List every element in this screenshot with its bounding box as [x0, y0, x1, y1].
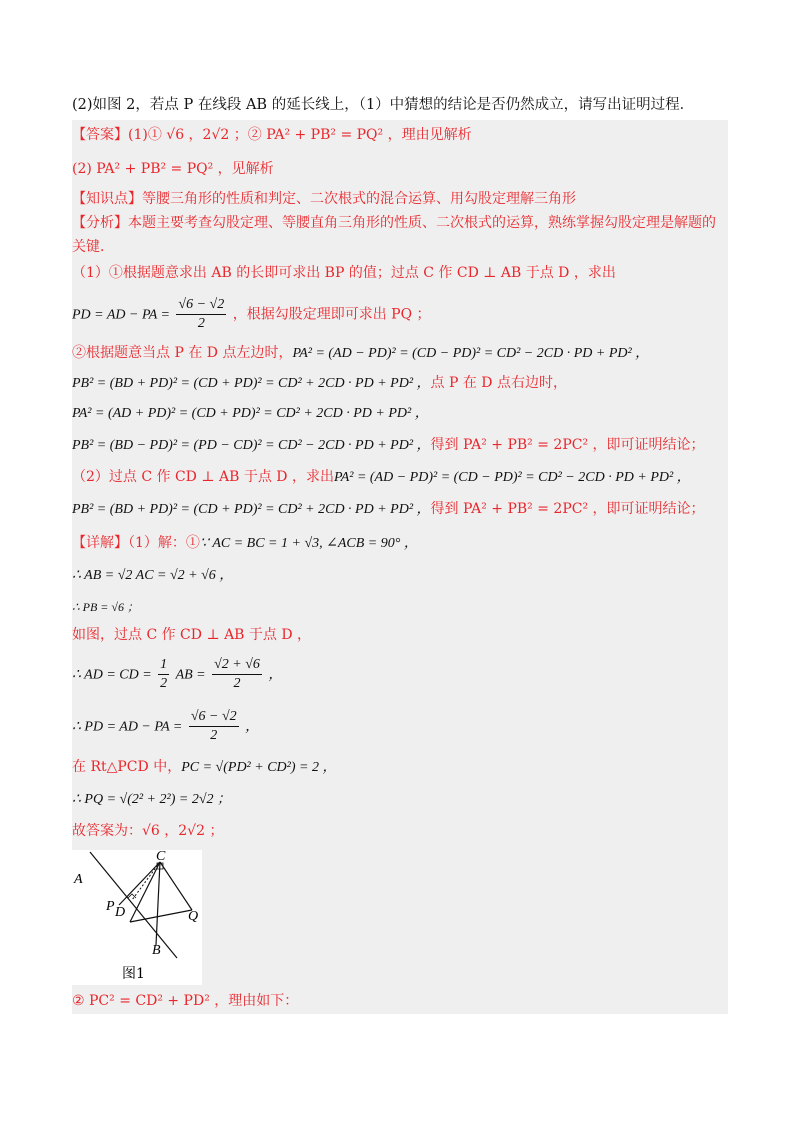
- analysis-step7: PB² = (BD + PD)² = (CD + PD)² = CD² + 2CD · PD + PD² ，得到 PA² + PB² = 2PC² ，即可证明结论；: [72, 501, 705, 517]
- label-p: P: [106, 899, 115, 914]
- detail-line2: ∴ AB = √2 AC = √2 + √6 ，: [72, 568, 234, 583]
- question-text: (2)如图 2，若点 P 在线段 AB 的延长线上，（1）中猜想的结论是否仍然成立，请写出证明过程．: [72, 97, 695, 113]
- knowledge-points: 【知识点】等腰三角形的性质和判定、二次根式的混合运算、用勾股定理解三角形: [72, 191, 576, 207]
- analysis-step3: PB² = (BD + PD)² = (CD + PD)² = CD² + 2CD · PD + PD² ，点 P 在 D 点右边时，: [72, 375, 567, 391]
- detail-line4: 如图，过点 C 作 CD ⊥ AB 于点 D ，: [72, 627, 312, 643]
- detail-line10: ② PC² = CD² + PD² ，理由如下：: [72, 993, 299, 1009]
- label-d: D: [115, 905, 126, 920]
- figure-1-diagram: [72, 850, 202, 985]
- answer-part2: (2) PA² + PB² = PQ² ，见解析: [72, 161, 274, 177]
- detail-line7: 在 Rt△PCD 中，PC = √(PD² + CD²) = 2 ，: [72, 759, 337, 775]
- detail-line5: ∴ AD = CD = $\frac{1}{2}$ AB = $\frac{√2 + √6}{2}$ ，: [72, 657, 283, 691]
- label-q: Q: [188, 909, 199, 924]
- detail-line8: ∴ PQ = √(2² + 2²) = 2√2 ；: [72, 792, 231, 807]
- analysis-step4: PA² = (AD + PD)² = (CD + PD)² = CD² + 2CD · PD + PD² ，: [72, 406, 429, 421]
- label-c: C: [156, 850, 166, 864]
- answer-part1-text: (1)① √6 ，2√2 ；② PA² + PB² = PQ² ，理由见解析: [128, 127, 472, 143]
- label-b: B: [152, 943, 161, 958]
- detail-line1: 【详解】（1）解：①∵ AC = BC = 1 + √3, ∠ACB = 90° ，: [72, 535, 418, 551]
- answer-part1: [72, 124, 472, 146]
- analysis-step1b: PD = AD − PA = $\frac{√6 - √2}{2}$ ，根据勾股定理即可求出 PQ ；: [72, 297, 431, 331]
- detail-line9: 故答案为：√6 ，2√2 ；: [72, 823, 224, 839]
- analysis-step5: PB² = (BD − PD)² = (PD − CD)² = CD² − 2CD · PD + PD² ，得到 PA² + PB² = 2PC² ，即可证明结论；: [72, 437, 705, 453]
- analysis-step2: ②根据题意当点 P 在 D 点左边时，PA² = (AD − PD)² = (CD − PD)² = CD² − 2CD · PD + PD² ，: [72, 345, 650, 361]
- analysis-line1: 【分析】本题主要考查勾股定理、等腰直角三角形的性质、二次根式的运算，熟练掌握勾股定理是解题的: [72, 215, 716, 231]
- figure-caption: 图1: [122, 966, 145, 982]
- detail-line3: ∴ PB = √6 ；: [72, 600, 139, 614]
- analysis-line2: 关键．: [72, 239, 114, 255]
- analysis-step6: （2）过点 C 作 CD ⊥ AB 于点 D ，求出PA² = (AD − PD)² = (CD − PD)² = CD² − 2CD · PD + PD² ，: [72, 469, 691, 485]
- figure-1: [72, 850, 202, 985]
- label-a: A: [74, 872, 83, 887]
- detail-line6: ∴ PD = AD − PA = $\frac{√6 - √2}{2}$ ，: [72, 709, 260, 743]
- analysis-step1: （1）①根据题意求出 AB 的长即可求出 BP 的值；过点 C 作 CD ⊥ AB 于点 D ，求出: [72, 265, 616, 281]
- answer-label: 【答案】: [72, 127, 128, 143]
- pd-fraction: $\frac{√6 - √2}{2}$: [178, 297, 225, 331]
- pd-formula: PD = AD − PA =: [72, 307, 170, 323]
